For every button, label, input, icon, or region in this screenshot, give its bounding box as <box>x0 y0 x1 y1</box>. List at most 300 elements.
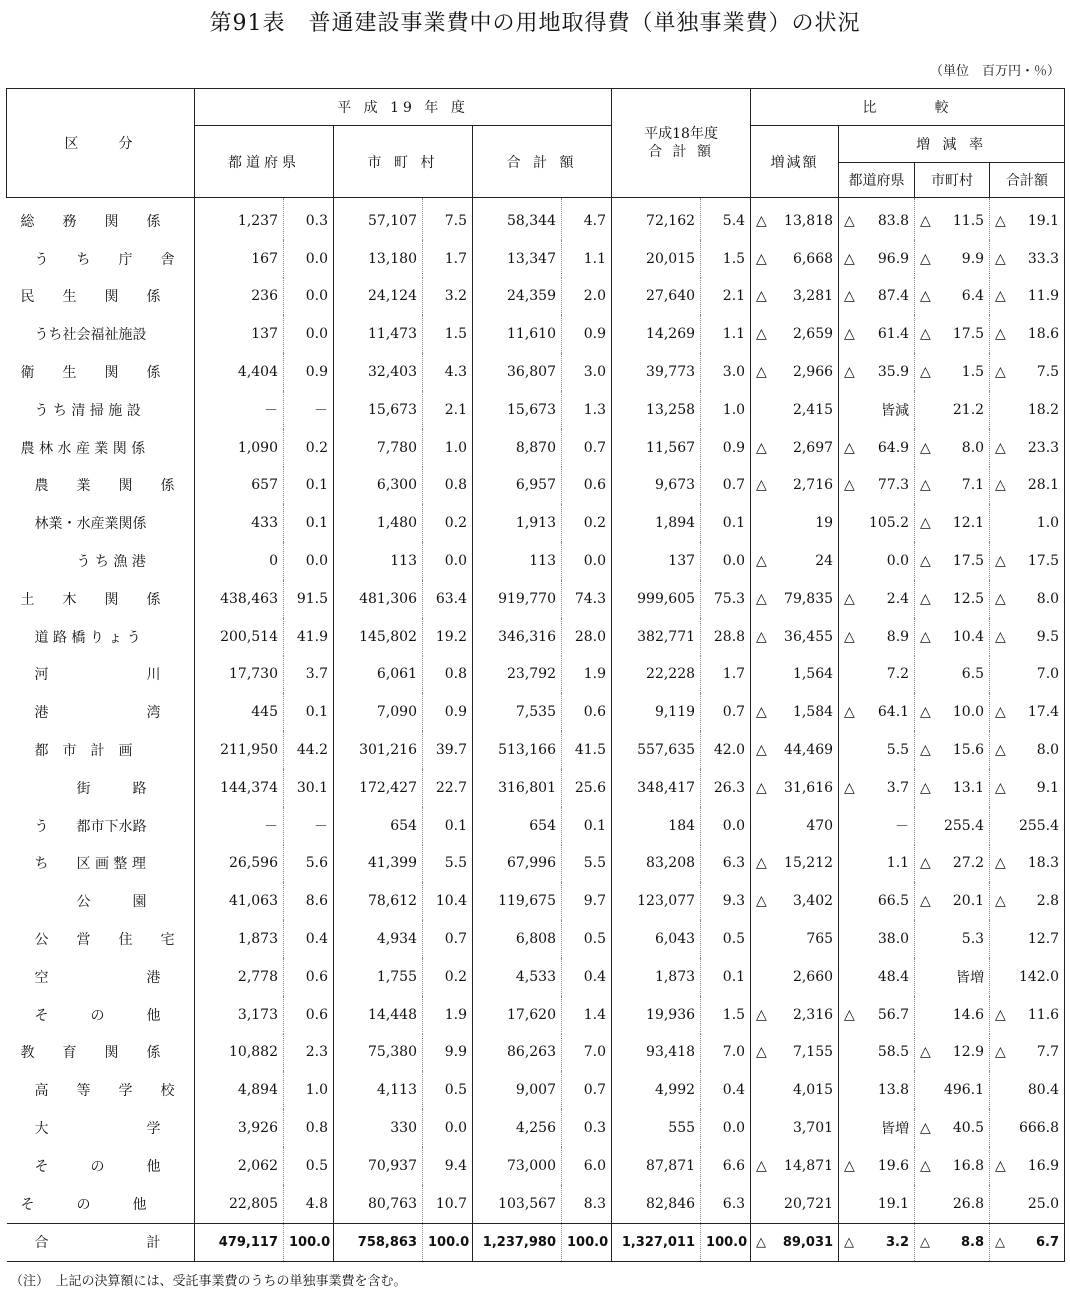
muni-amount: 41,399 <box>334 845 423 883</box>
rate-muni-value: 496.1 <box>943 1082 985 1099</box>
muni-share: 1.7 <box>423 240 473 278</box>
rate-pref <box>839 198 915 240</box>
diff-amount-value: 13,818 <box>784 212 834 229</box>
pref-share: 44.2 <box>284 731 334 769</box>
fy18-share: 9.3 <box>701 882 751 920</box>
triangle-minus-mark: △ <box>844 288 855 305</box>
rate-total <box>990 882 1065 920</box>
triangle-minus-mark: △ <box>920 477 931 494</box>
fy18-share: 1.1 <box>701 315 751 353</box>
row-label: 総 務 関 係 <box>20 213 161 230</box>
triangle-minus-mark: △ <box>995 477 1006 494</box>
muni-amount: 14,448 <box>334 996 423 1034</box>
rate-muni <box>915 580 990 618</box>
pref-share: 5.6 <box>284 845 334 883</box>
fy18-amount: 27,640 <box>612 278 701 316</box>
total-amount: 6,808 <box>473 920 562 958</box>
total-amount: 654 <box>473 807 562 845</box>
pref-amount: 0 <box>195 542 284 580</box>
row-label: 都 市 計 画 <box>20 743 133 760</box>
total-share: 3.0 <box>562 353 612 391</box>
total-amount: 316,801 <box>473 769 562 807</box>
diff-amount-value: 14,871 <box>784 1157 834 1174</box>
diff-amount-value: 2,716 <box>792 477 834 494</box>
muni-amount: 75,380 <box>334 1034 423 1072</box>
fy18-share: 6.3 <box>701 845 751 883</box>
triangle-minus-mark: △ <box>756 779 767 796</box>
row-label: 高 等 学 校 <box>20 1083 175 1100</box>
fy18-share: 6.6 <box>701 1147 751 1185</box>
total-share: 1.4 <box>562 996 612 1034</box>
diff-amount-value: 3,701 <box>792 1120 834 1137</box>
pref-share: 2.3 <box>284 1034 334 1072</box>
total-amount: 6,957 <box>473 467 562 505</box>
row-label: う ち 漁 港 <box>20 554 146 571</box>
fy18-share: 6.3 <box>701 1185 751 1223</box>
pref-amount: － <box>195 391 284 429</box>
rate-muni <box>915 807 990 845</box>
rate-muni-value: 11.5 <box>952 212 985 229</box>
rate-muni <box>915 240 990 278</box>
rate-total <box>990 391 1065 429</box>
fy18-share: 26.3 <box>701 769 751 807</box>
fy18-share: 0.5 <box>701 920 751 958</box>
rate-total <box>990 1109 1065 1147</box>
rate-muni <box>915 429 990 467</box>
rate-muni <box>915 1034 990 1072</box>
row-label: 公 営 住 宅 <box>20 932 175 949</box>
diff-amount <box>751 1147 839 1185</box>
fy18-amount: 83,208 <box>612 845 701 883</box>
total-share: 0.0 <box>562 542 612 580</box>
total-share: 7.0 <box>562 1034 612 1072</box>
rate-muni-value: 12.9 <box>952 1044 985 1061</box>
total-share: 9.7 <box>562 882 612 920</box>
total-share: 4.7 <box>562 198 612 240</box>
pref-amount: 4,894 <box>195 1071 284 1109</box>
pref-share: 0.6 <box>284 996 334 1034</box>
total-share: 0.6 <box>562 467 612 505</box>
pref-share: 0.6 <box>284 958 334 996</box>
total-amount: 13,347 <box>473 240 562 278</box>
triangle-minus-mark: △ <box>920 553 931 570</box>
diff-amount <box>751 1109 839 1147</box>
fy18-share: 0.7 <box>701 693 751 731</box>
muni-amount: 57,107 <box>334 198 423 240</box>
rate-pref-value: 64.9 <box>877 439 910 456</box>
rate-muni <box>915 1223 990 1262</box>
pref-amount: 200,514 <box>195 618 284 656</box>
muni-share: 0.2 <box>423 504 473 542</box>
diff-amount-value: 7,155 <box>792 1044 834 1061</box>
pref-share: 0.0 <box>284 278 334 316</box>
pref-amount: 10,882 <box>195 1034 284 1072</box>
table-row <box>7 807 1065 845</box>
pref-share: 8.6 <box>284 882 334 920</box>
rate-pref-value: 77.3 <box>877 477 910 494</box>
pref-amount: 438,463 <box>195 580 284 618</box>
diff-amount <box>751 1185 839 1223</box>
triangle-minus-mark: △ <box>844 477 855 494</box>
triangle-minus-mark: △ <box>844 779 855 796</box>
muni-share: 1.9 <box>423 996 473 1034</box>
pref-share: 0.8 <box>284 1109 334 1147</box>
fy18-share: 0.7 <box>701 467 751 505</box>
rate-pref-value: 5.5 <box>886 742 910 759</box>
fy18-share: 1.5 <box>701 240 751 278</box>
header-diff: 増減額 <box>751 126 839 198</box>
rate-pref <box>839 315 915 353</box>
rate-pref <box>839 618 915 656</box>
row-label: う ち 清 掃 施 設 <box>20 402 141 419</box>
total-amount: 15,673 <box>473 391 562 429</box>
triangle-minus-mark: △ <box>920 364 931 381</box>
page-title: 第91表 普通建設事業費中の用地取得費（単独事業費）の状況 <box>209 11 861 36</box>
muni-amount: 4,934 <box>334 920 423 958</box>
triangle-minus-mark: △ <box>756 1234 767 1250</box>
pref-share: 0.0 <box>284 315 334 353</box>
muni-share: 1.0 <box>423 429 473 467</box>
triangle-minus-mark: △ <box>995 439 1006 456</box>
total-share: 28.0 <box>562 618 612 656</box>
triangle-minus-mark: △ <box>995 364 1006 381</box>
fy18-share: 0.9 <box>701 429 751 467</box>
total-amount: 119,675 <box>473 882 562 920</box>
rate-total-value: 16.9 <box>1027 1157 1060 1174</box>
pref-share: 0.1 <box>284 693 334 731</box>
diff-amount-value: 2,966 <box>792 364 834 381</box>
header-pref: 都道府県 <box>195 126 334 198</box>
muni-share: 0.1 <box>423 807 473 845</box>
fy18-share: 0.0 <box>701 1109 751 1147</box>
rate-pref-value: 0.0 <box>886 553 910 570</box>
rate-muni-value: 6.4 <box>961 288 985 305</box>
rate-muni <box>915 504 990 542</box>
table-row <box>7 504 1065 542</box>
diff-amount <box>751 391 839 429</box>
rate-pref-value: 48.4 <box>877 968 910 985</box>
triangle-minus-mark: △ <box>995 704 1006 721</box>
table-row <box>7 278 1065 316</box>
muni-share: 0.0 <box>423 1109 473 1147</box>
muni-amount: 15,673 <box>334 391 423 429</box>
diff-amount <box>751 882 839 920</box>
rate-total-value: 17.4 <box>1027 704 1060 721</box>
total-share: 5.5 <box>562 845 612 883</box>
triangle-minus-mark: △ <box>756 212 767 229</box>
rate-total <box>990 240 1065 278</box>
pref-amount: 1,873 <box>195 920 284 958</box>
pref-amount: 26,596 <box>195 845 284 883</box>
diff-amount <box>751 656 839 694</box>
muni-amount: 1,755 <box>334 958 423 996</box>
rate-total-value: 7.0 <box>1036 666 1060 683</box>
triangle-minus-mark: △ <box>995 1044 1006 1061</box>
pref-amount: 4,404 <box>195 353 284 391</box>
fy18-amount: 557,635 <box>612 731 701 769</box>
fy18-amount: 1,894 <box>612 504 701 542</box>
muni-amount: 24,124 <box>334 278 423 316</box>
triangle-minus-mark: △ <box>756 1044 767 1061</box>
rate-pref <box>839 1185 915 1223</box>
rate-muni-value: 9.9 <box>961 250 985 267</box>
muni-amount: 80,763 <box>334 1185 423 1223</box>
diff-amount <box>751 1223 839 1262</box>
diff-amount-value: 1,584 <box>792 704 834 721</box>
triangle-minus-mark: △ <box>995 288 1006 305</box>
rate-pref <box>839 920 915 958</box>
rate-muni-value: 21.2 <box>952 401 985 418</box>
muni-amount: 301,216 <box>334 731 423 769</box>
row-label: そ の 他 <box>20 1158 161 1175</box>
pref-amount: 144,374 <box>195 769 284 807</box>
unit-label: （単位 百万円・％） <box>929 64 1060 79</box>
fy18-share: 28.8 <box>701 618 751 656</box>
header-rate-muni: 市町村 <box>915 163 990 198</box>
rate-muni <box>915 920 990 958</box>
rate-pref <box>839 1147 915 1185</box>
rate-pref <box>839 467 915 505</box>
rate-total-value: 255.4 <box>1018 817 1060 834</box>
table-row <box>7 391 1065 429</box>
rate-total <box>990 1034 1065 1072</box>
fy18-share: 100.0 <box>701 1223 751 1262</box>
fy18-amount: 137 <box>612 542 701 580</box>
rate-total <box>990 1147 1065 1185</box>
triangle-minus-mark: △ <box>756 477 767 494</box>
muni-amount: 11,473 <box>334 315 423 353</box>
triangle-minus-mark: △ <box>920 212 931 229</box>
muni-amount: 481,306 <box>334 580 423 618</box>
rate-total <box>990 656 1065 694</box>
diff-amount-value: 36,455 <box>784 628 834 645</box>
total-share: 0.2 <box>562 504 612 542</box>
total-amount: 8,870 <box>473 429 562 467</box>
rate-total-value: 6.7 <box>1036 1234 1060 1250</box>
rate-pref <box>839 391 915 429</box>
rate-muni-value: 10.0 <box>952 704 985 721</box>
muni-share: 0.8 <box>423 467 473 505</box>
fy18-amount: 382,771 <box>612 618 701 656</box>
rate-pref-value: 3.7 <box>886 779 910 796</box>
diff-amount-value: 1,564 <box>792 666 834 683</box>
rate-pref <box>839 1109 915 1147</box>
diff-amount <box>751 467 839 505</box>
table-row <box>7 467 1065 505</box>
rate-muni-value: 12.5 <box>952 590 985 607</box>
rate-pref <box>839 731 915 769</box>
fy18-share: 0.0 <box>701 807 751 845</box>
diff-amount <box>751 542 839 580</box>
triangle-minus-mark: △ <box>844 628 855 645</box>
rate-muni <box>915 198 990 240</box>
muni-share: 5.5 <box>423 845 473 883</box>
pref-share: 0.4 <box>284 920 334 958</box>
rate-total-value: 18.2 <box>1027 401 1060 418</box>
pref-share: 41.9 <box>284 618 334 656</box>
header-rate-total: 合計額 <box>990 163 1065 198</box>
pref-share: 0.5 <box>284 1147 334 1185</box>
rate-total-value: 8.0 <box>1036 590 1060 607</box>
diff-amount <box>751 845 839 883</box>
rate-pref-value: 96.9 <box>877 250 910 267</box>
rate-total <box>990 542 1065 580</box>
fy18-share: 0.0 <box>701 542 751 580</box>
table-row <box>7 769 1065 807</box>
pref-share: － <box>284 391 334 429</box>
triangle-minus-mark: △ <box>995 326 1006 343</box>
table-body <box>7 198 1065 1262</box>
rate-total-value: 17.5 <box>1027 553 1060 570</box>
muni-share: 39.7 <box>423 731 473 769</box>
pref-amount: 1,237 <box>195 198 284 240</box>
diff-amount-value: 31,616 <box>784 779 834 796</box>
header-fy18-line1: 平成18年度 <box>644 126 718 142</box>
fy18-amount: 11,567 <box>612 429 701 467</box>
row-label: 土 木 関 係 <box>20 591 161 608</box>
diff-amount-value: 3,402 <box>792 893 834 910</box>
rate-muni-value: 15.6 <box>952 742 985 759</box>
header-total: 合 計 額 <box>473 126 612 198</box>
triangle-minus-mark: △ <box>844 590 855 607</box>
pref-share: 91.5 <box>284 580 334 618</box>
diff-amount-value: 2,316 <box>792 1006 834 1023</box>
diff-amount-value: 19 <box>815 515 834 532</box>
triangle-minus-mark: △ <box>756 1006 767 1023</box>
rate-pref-value: 56.7 <box>877 1006 910 1023</box>
total-amount: 919,770 <box>473 580 562 618</box>
diff-amount <box>751 353 839 391</box>
rate-muni-value: 17.5 <box>952 553 985 570</box>
header-muni: 市 町 村 <box>334 126 473 198</box>
rate-muni <box>915 278 990 316</box>
diff-amount <box>751 618 839 656</box>
total-amount: 86,263 <box>473 1034 562 1072</box>
rate-muni-value: 8.0 <box>961 439 985 456</box>
pref-share: － <box>284 807 334 845</box>
total-amount: 1,913 <box>473 504 562 542</box>
diff-amount-value: 3,281 <box>792 288 834 305</box>
table-row <box>7 731 1065 769</box>
fy18-amount: 93,418 <box>612 1034 701 1072</box>
diff-amount <box>751 1034 839 1072</box>
pref-share: 0.3 <box>284 198 334 240</box>
fy18-amount: 348,417 <box>612 769 701 807</box>
total-amount: 24,359 <box>473 278 562 316</box>
total-share: 0.9 <box>562 315 612 353</box>
triangle-minus-mark: △ <box>995 212 1006 229</box>
rate-pref-value: 19.6 <box>877 1157 910 1174</box>
row-label: そ の 他 <box>20 1007 161 1024</box>
pref-share: 0.9 <box>284 353 334 391</box>
fy18-amount: 87,871 <box>612 1147 701 1185</box>
table-row <box>7 198 1065 240</box>
muni-share: 0.5 <box>423 1071 473 1109</box>
rate-total <box>990 958 1065 996</box>
diff-amount-value: 24 <box>815 553 834 570</box>
triangle-minus-mark: △ <box>756 439 767 456</box>
pref-amount: 3,173 <box>195 996 284 1034</box>
triangle-minus-mark: △ <box>920 893 931 910</box>
rate-muni-value: 皆増 <box>956 969 985 986</box>
row-label: う ち 庁 舎 <box>20 251 175 268</box>
rate-total <box>990 693 1065 731</box>
table-row <box>7 580 1065 618</box>
total-amount: 103,567 <box>473 1185 562 1223</box>
triangle-minus-mark: △ <box>844 439 855 456</box>
muni-share: 10.4 <box>423 882 473 920</box>
muni-share: 2.1 <box>423 391 473 429</box>
pref-share: 0.2 <box>284 429 334 467</box>
fy18-share: 2.1 <box>701 278 751 316</box>
rate-total <box>990 845 1065 883</box>
triangle-minus-mark: △ <box>995 779 1006 796</box>
muni-amount: 6,061 <box>334 656 423 694</box>
fy18-share: 42.0 <box>701 731 751 769</box>
rate-total-value: 8.0 <box>1036 742 1060 759</box>
total-amount: 73,000 <box>473 1147 562 1185</box>
diff-amount-value: 2,415 <box>792 401 834 418</box>
pref-amount: － <box>195 807 284 845</box>
fy18-amount: 184 <box>612 807 701 845</box>
triangle-minus-mark: △ <box>995 893 1006 910</box>
fy18-amount: 14,269 <box>612 315 701 353</box>
rate-total <box>990 1071 1065 1109</box>
table-row <box>7 845 1065 883</box>
rate-total <box>990 467 1065 505</box>
rate-pref <box>839 996 915 1034</box>
total-share: 0.5 <box>562 920 612 958</box>
total-amount: 113 <box>473 542 562 580</box>
table-row <box>7 618 1065 656</box>
triangle-minus-mark: △ <box>995 1234 1006 1250</box>
rate-muni-value: 27.2 <box>952 855 985 872</box>
total-share: 0.7 <box>562 1071 612 1109</box>
rate-total-value: 18.3 <box>1027 855 1060 872</box>
rate-pref <box>839 807 915 845</box>
rate-pref-value: 64.1 <box>877 704 910 721</box>
rate-pref-value: 35.9 <box>877 364 910 381</box>
rate-pref <box>839 278 915 316</box>
row-label: 街 路 <box>20 780 147 797</box>
rate-muni <box>915 1109 990 1147</box>
pref-share: 1.0 <box>284 1071 334 1109</box>
total-amount: 23,792 <box>473 656 562 694</box>
triangle-minus-mark: △ <box>756 553 767 570</box>
rate-total <box>990 504 1065 542</box>
fy18-share: 1.0 <box>701 391 751 429</box>
triangle-minus-mark: △ <box>995 590 1006 607</box>
rate-muni-value: 26.8 <box>952 1195 985 1212</box>
fy18-amount: 4,992 <box>612 1071 701 1109</box>
muni-share: 9.9 <box>423 1034 473 1072</box>
rate-muni <box>915 996 990 1034</box>
pref-share: 0.1 <box>284 467 334 505</box>
pref-amount: 137 <box>195 315 284 353</box>
total-share: 41.5 <box>562 731 612 769</box>
diff-amount-value: 4,015 <box>792 1082 834 1099</box>
rate-pref <box>839 353 915 391</box>
land-acquisition-table <box>6 88 1065 1262</box>
rate-pref <box>839 580 915 618</box>
triangle-minus-mark: △ <box>995 855 1006 872</box>
rate-total <box>990 996 1065 1034</box>
triangle-minus-mark: △ <box>844 704 855 721</box>
table-row <box>7 1109 1065 1147</box>
rate-pref <box>839 504 915 542</box>
muni-share: 9.4 <box>423 1147 473 1185</box>
fy18-share: 0.1 <box>701 504 751 542</box>
